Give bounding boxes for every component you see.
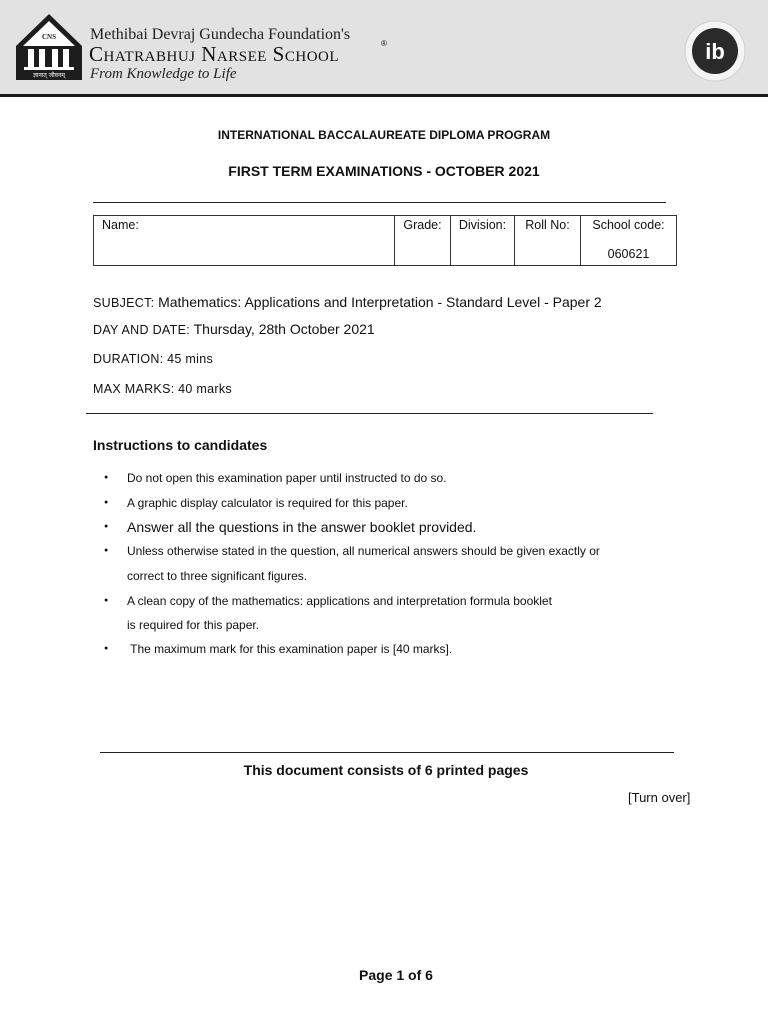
division-label: Division: [458, 218, 507, 232]
roll-no-cell[interactable] [515, 216, 581, 266]
roll-no-label: Roll No: [525, 218, 570, 232]
bullet-icon: ● [104, 474, 109, 481]
divider-top [93, 202, 666, 203]
instruction-item-continued: correct to three significant figures. [127, 569, 308, 583]
school-tagline: From Knowledge to Life [90, 66, 237, 82]
date-line [93, 321, 375, 337]
page-number: Page 1 of 6 [359, 967, 433, 983]
school-code-label: School code: [592, 218, 665, 232]
grade-cell[interactable] [395, 216, 451, 266]
foundation-name: Methibai Devraj Gundecha Foundation's [90, 26, 351, 43]
marks-label: MAX MARKS: [93, 382, 175, 396]
bullet-icon: ● [104, 547, 109, 554]
logo-bottom-text: ज्ञानात् जीवनम् [33, 72, 65, 79]
name-cell[interactable] [94, 216, 395, 266]
page-count-note: This document consists of 6 printed pages [243, 762, 529, 778]
instruction-item: Do not open this examination paper until instructed to do so. [127, 471, 447, 485]
bullet-icon: ● [104, 645, 109, 652]
duration-line [93, 351, 213, 366]
subject-line [93, 294, 602, 310]
marks-value: 40 marks [178, 382, 232, 396]
date-value: Thursday, 28th October 2021 [193, 321, 375, 337]
date-label: DAY AND DATE: [93, 323, 190, 337]
instruction-item: Unless otherwise stated in the question, all numerical answers should be given exactly or [127, 544, 600, 558]
name-label: Name: [102, 218, 139, 232]
logo-top-text: CNS [41, 33, 57, 41]
school-name: Chatrabhuj Narsee School [89, 42, 340, 66]
registered-mark: ® [381, 39, 387, 48]
instruction-item-continued: is required for this paper. [127, 618, 260, 632]
grade-label: Grade: [403, 218, 442, 232]
division-cell[interactable] [451, 216, 515, 266]
divider-bottom [100, 752, 674, 753]
subject-value: Mathematics: Applications and Interpretation - Standard Level - Paper 2 [158, 294, 602, 310]
divider-middle [86, 413, 653, 414]
school-logo-icon [14, 12, 84, 82]
exam-title: FIRST TERM EXAMINATIONS - OCTOBER 2021 [228, 163, 540, 179]
candidate-info-table [93, 215, 677, 266]
instruction-item: A graphic display calculator is required for this paper. [127, 496, 408, 510]
duration-value: 45 mins [167, 352, 214, 366]
instruction-item: A clean copy of the mathematics: applications and interpretation formula booklet [127, 594, 552, 608]
subject-label: SUBJECT: [93, 296, 155, 310]
turn-over-note: [Turn over] [628, 790, 691, 805]
ib-logo-icon [684, 20, 746, 82]
bullet-icon: ● [104, 523, 109, 530]
bullet-icon: ● [104, 499, 109, 506]
school-code-value: 060621 [607, 247, 650, 261]
instruction-item: The maximum mark for this examination paper is [40 marks]. [127, 642, 453, 656]
duration-label: DURATION: [93, 352, 164, 366]
bullet-icon: ● [104, 597, 109, 604]
program-title: INTERNATIONAL BACCALAUREATE DIPLOMA PROGRAM [217, 128, 551, 142]
ib-logo-text: ib [705, 39, 725, 64]
school-header [0, 0, 768, 97]
marks-line [93, 381, 232, 396]
school-code-cell [581, 216, 677, 266]
instructions-heading: Instructions to candidates [93, 437, 268, 453]
instruction-item: Answer all the questions in the answer booklet provided. [127, 519, 477, 535]
